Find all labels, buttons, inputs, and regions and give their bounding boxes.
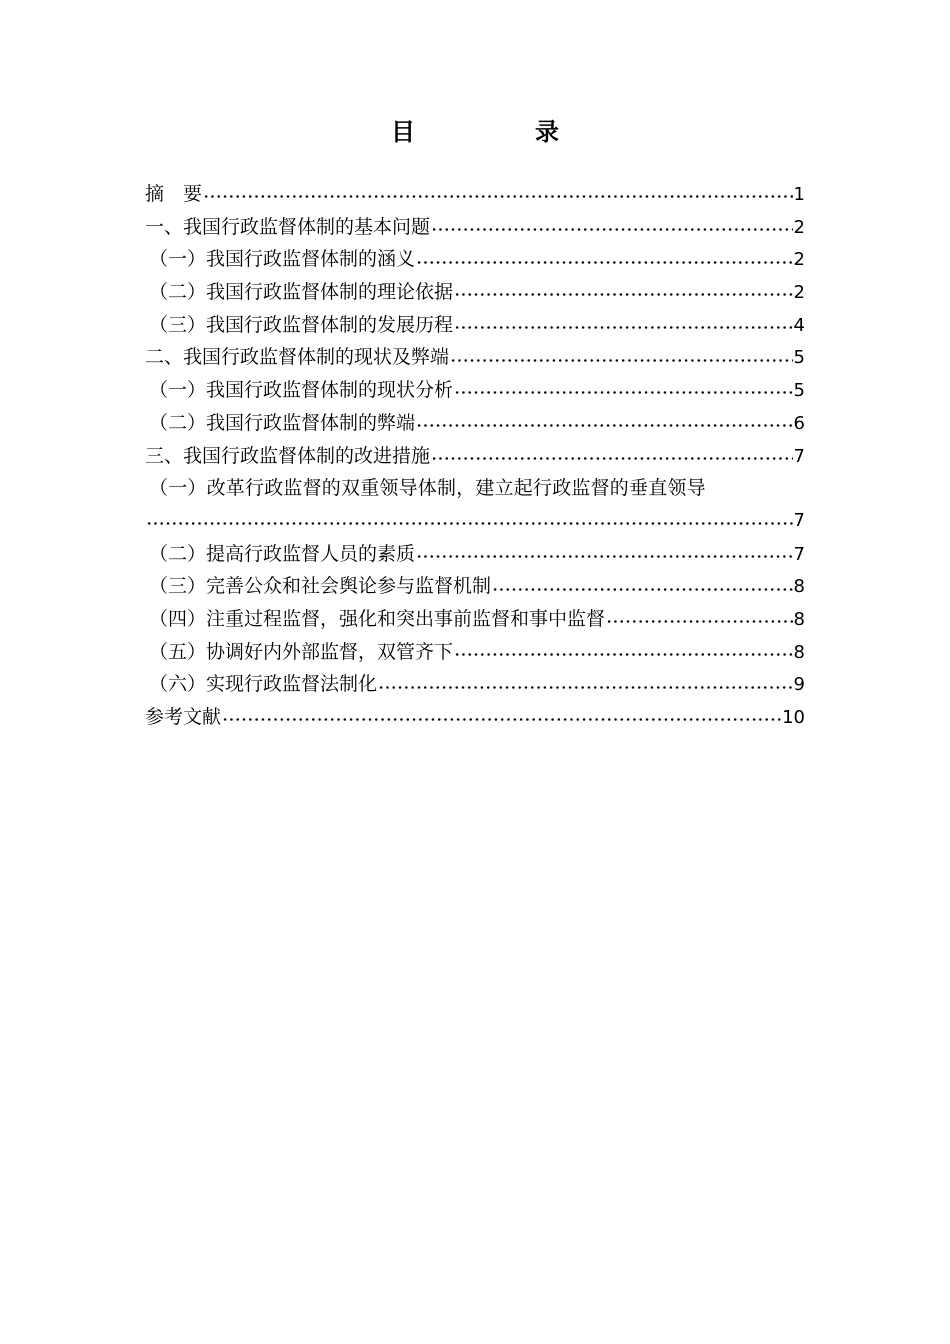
toc-list xyxy=(145,178,805,734)
dot-leader xyxy=(416,544,793,563)
toc-entry-section-1-1[interactable] xyxy=(145,243,805,276)
toc-entry-label: 二、我国行政监督体制的现状及弊端 xyxy=(145,346,450,369)
toc-entry-section-1[interactable] xyxy=(145,211,805,244)
toc-entry-label: 一、我国行政监督体制的基本问题 xyxy=(145,215,431,238)
dot-leader xyxy=(431,218,793,237)
toc-entry-section-3-1-continuation[interactable] xyxy=(145,505,805,538)
toc-entry-page: 10 xyxy=(782,707,805,728)
toc-entry-page: 9 xyxy=(793,674,805,696)
toc-entry-section-2-2[interactable] xyxy=(145,407,805,440)
toc-entry-page: 2 xyxy=(793,282,805,304)
toc-entry-section-3-3[interactable] xyxy=(145,570,805,603)
toc-entry-page: 5 xyxy=(793,347,805,369)
dot-leader xyxy=(203,185,793,204)
dot-leader xyxy=(454,642,793,661)
dot-leader xyxy=(378,675,793,694)
dot-leader xyxy=(416,250,793,269)
toc-entry-label: （一）我国行政监督体制的现状分析 xyxy=(149,379,454,402)
dot-leader xyxy=(492,577,793,596)
toc-entry-page: 7 xyxy=(793,445,805,467)
toc-entry-label: （二）提高行政监督人员的素质 xyxy=(149,542,416,565)
toc-entry-label: 参考文献 xyxy=(145,706,222,728)
dot-leader xyxy=(146,512,793,531)
toc-entry-label: （三）我国行政监督体制的发展历程 xyxy=(149,313,454,336)
dot-leader xyxy=(454,316,793,335)
toc-entry-label: （四）注重过程监督，强化和突出事前监督和事中监督 xyxy=(149,607,606,630)
toc-entry-page: 7 xyxy=(793,543,805,565)
toc-entry-label: （一）改革行政监督的双重领导体制，建立起行政监督的垂直领导 xyxy=(149,477,706,500)
toc-entry-page: 4 xyxy=(793,314,805,336)
toc-entry-label: 摘 要 xyxy=(145,183,203,205)
toc-entry-references[interactable] xyxy=(145,701,805,734)
dot-leader xyxy=(222,708,781,727)
dot-leader xyxy=(454,381,793,400)
toc-entry-section-3[interactable] xyxy=(145,440,805,473)
dot-leader xyxy=(606,610,793,629)
dot-leader xyxy=(454,283,793,302)
toc-entry-section-2-1[interactable] xyxy=(145,374,805,407)
toc-entry-section-3-1[interactable] xyxy=(145,472,805,505)
toc-entry-label: （二）我国行政监督体制的弊端 xyxy=(149,411,416,434)
toc-entry-abstract[interactable] xyxy=(145,178,805,211)
toc-entry-page: 1 xyxy=(793,184,805,205)
toc-entry-label: （二）我国行政监督体制的理论依据 xyxy=(149,281,454,304)
toc-entry-page: 7 xyxy=(793,509,805,531)
dot-leader xyxy=(431,446,793,465)
dot-leader xyxy=(416,414,793,433)
toc-entry-label: （五）协调好内外部监督，双管齐下 xyxy=(149,640,454,663)
toc-entry-section-3-2[interactable] xyxy=(145,538,805,571)
toc-entry-page: 5 xyxy=(793,380,805,402)
toc-entry-section-1-2[interactable] xyxy=(145,276,805,309)
toc-entry-page: 6 xyxy=(793,412,805,434)
toc-entry-page: 8 xyxy=(793,576,805,598)
toc-entry-page: 8 xyxy=(793,641,805,663)
toc-entry-label: （一）我国行政监督体制的涵义 xyxy=(149,248,416,271)
toc-entry-label: 三、我国行政监督体制的改进措施 xyxy=(145,444,431,467)
toc-entry-page: 2 xyxy=(793,216,805,238)
toc-title: 目 录 xyxy=(391,117,607,146)
toc-entry-label: （三）完善公众和社会舆论参与监督机制 xyxy=(149,575,492,598)
toc-entry-section-1-3[interactable] xyxy=(145,309,805,342)
toc-entry-section-3-5[interactable] xyxy=(145,636,805,669)
dot-leader xyxy=(450,348,793,367)
toc-entry-page: 2 xyxy=(793,249,805,271)
toc-entry-section-3-6[interactable] xyxy=(145,668,805,701)
toc-entry-label: （六）实现行政监督法制化 xyxy=(149,673,378,696)
toc-entry-page: 8 xyxy=(793,608,805,630)
toc-entry-section-3-4[interactable] xyxy=(145,603,805,636)
toc-entry-section-2[interactable] xyxy=(145,341,805,374)
